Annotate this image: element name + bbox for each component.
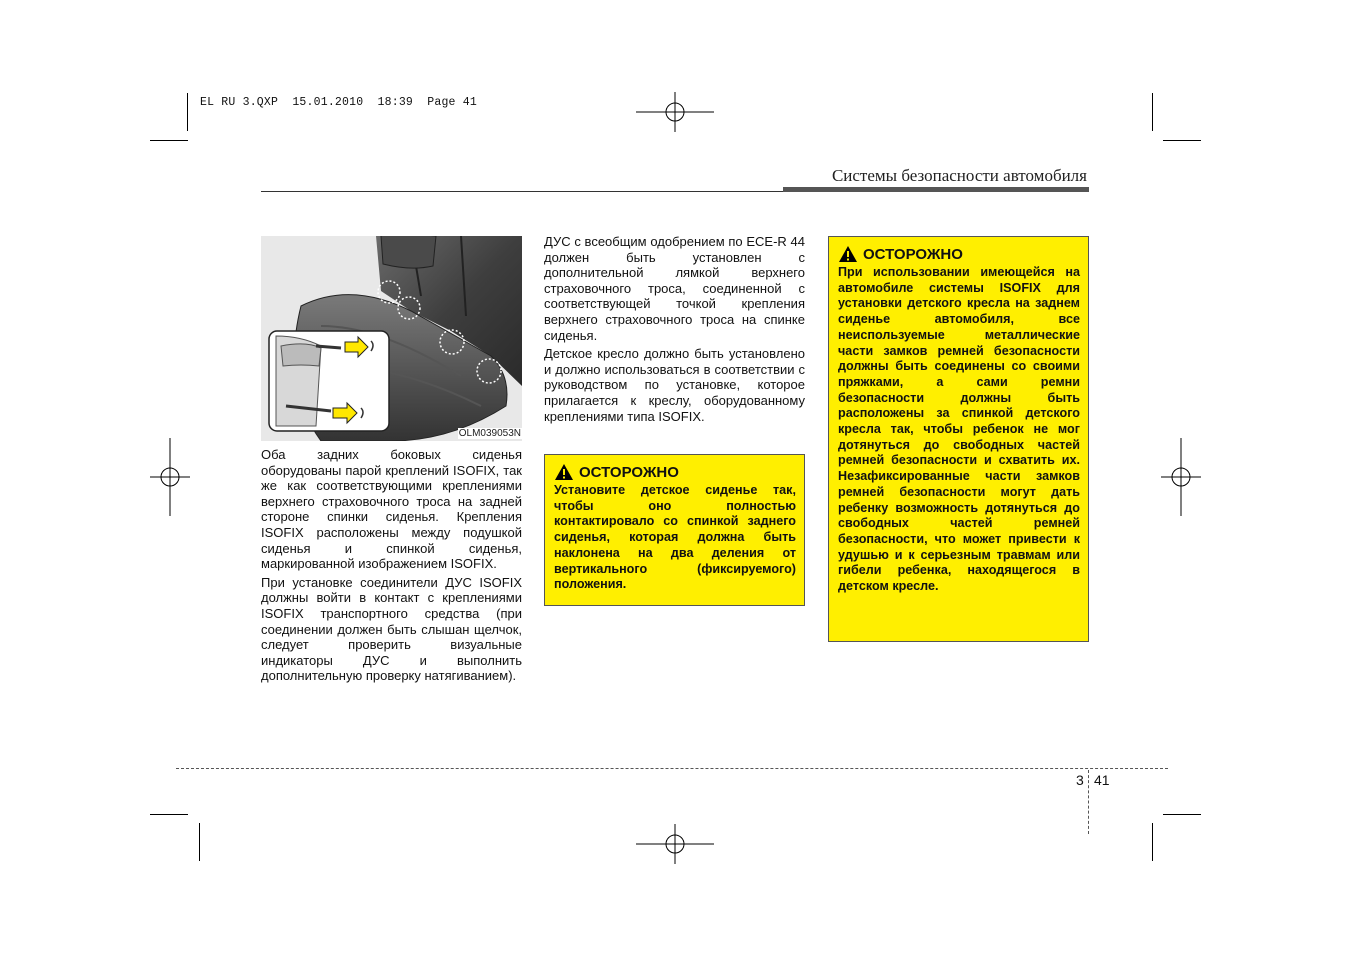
paragraph: Оба задних боковых сиденья оборудованы парой креплений ISOFIX, так же как соответствующими креплениями верхнего страховочного троса на задней стороне спинки сиденья. Крепления ISOFIX расположены между подушкой сиденья и спинкой сиденья, маркированной изображением ISOFIX. (261, 447, 522, 572)
paragraph: ДУС с всеобщим одобрением по ECE-R 44 должен быть установлен с дополнительной лямкой верхнего страховочного троса, соединенной с соответствующей точкой крепления верхнего страховочного троса на спинке сиденья. (544, 234, 805, 343)
section-number: 3 (1076, 772, 1084, 788)
crop-mark (187, 93, 188, 131)
registration-mark-icon (150, 438, 190, 516)
crop-mark (150, 814, 188, 815)
registration-mark-icon (636, 824, 714, 864)
warning-triangle-icon (554, 463, 574, 481)
registration-mark-icon (1161, 438, 1201, 516)
warning-title-text: ОСТОРОЖНО (863, 245, 963, 263)
header-accent-bar (783, 187, 1089, 192)
print-slug: EL RU 3.QXP 15.01.2010 18:39 Page 41 (200, 96, 477, 109)
registration-mark-icon (636, 92, 714, 132)
rear-seat-isofix-icon (261, 236, 522, 441)
warning-triangle-icon (838, 245, 858, 263)
paragraph: При установке соединители ДУС ISOFIX должны войти в контакт с креплениями ISOFIX транспортного средства (при соединении должен быть слышан щелчок, следует проверить визуальные индикаторы ДУС и выполнить дополнительную проверку натягиванием). (261, 574, 522, 684)
crop-mark (199, 823, 200, 861)
warning-title (554, 463, 796, 481)
left-column-text (261, 447, 522, 687)
paragraph: Детское кресло должно быть установлено и должно использоваться в соответствии с руководством по установке, которое прилагается к креслу, оборудованному креплениями типа ISOFIX. (544, 346, 805, 424)
footer-rule (176, 768, 1168, 769)
middle-column-text (544, 234, 805, 427)
page-number-divider (1088, 770, 1089, 834)
crop-mark (150, 140, 188, 141)
crop-mark (1152, 823, 1153, 861)
warning-title (838, 245, 1080, 263)
crop-mark (1163, 140, 1201, 141)
warning-body: Установите детское сиденье так, чтобы оно полностью контактировало со спинкой заднего сиденья, которая должна быть наклонена на два деления от вертикального (фиксируемого) положения. (554, 483, 796, 592)
warning-box (828, 236, 1089, 642)
isofix-seat-illustration (261, 236, 522, 441)
page-number-value: 41 (1094, 772, 1110, 788)
crop-mark (1152, 93, 1153, 131)
figure-code: OLM039053N (458, 428, 521, 439)
crop-mark (1163, 814, 1201, 815)
warning-body: При использовании имеющейся на автомобиле системы ISOFIX для установки детского кресла на заднем сиденье автомобиля, все неиспользуемые металлические части замков ремней безопасности должны быть соединены со своими пряжками, а сами ремни безопасности должны быть расположены за спинкой детского кресла так, чтобы ребенок не мог дотянуться до свободных частей ремней безопасности и схватить их. Незафиксированные части замков ремней безопасности могут дать ребенку возможность дотянуться до свободных частей ремней безопасности, что может привести к удушью и к серьезным травмам или гибели ребенка, находящегося в детском кресле. (838, 265, 1080, 594)
section-title: Системы безопасности автомобиля (831, 166, 1087, 185)
warning-box (544, 454, 805, 606)
warning-title-text: ОСТОРОЖНО (579, 463, 679, 481)
